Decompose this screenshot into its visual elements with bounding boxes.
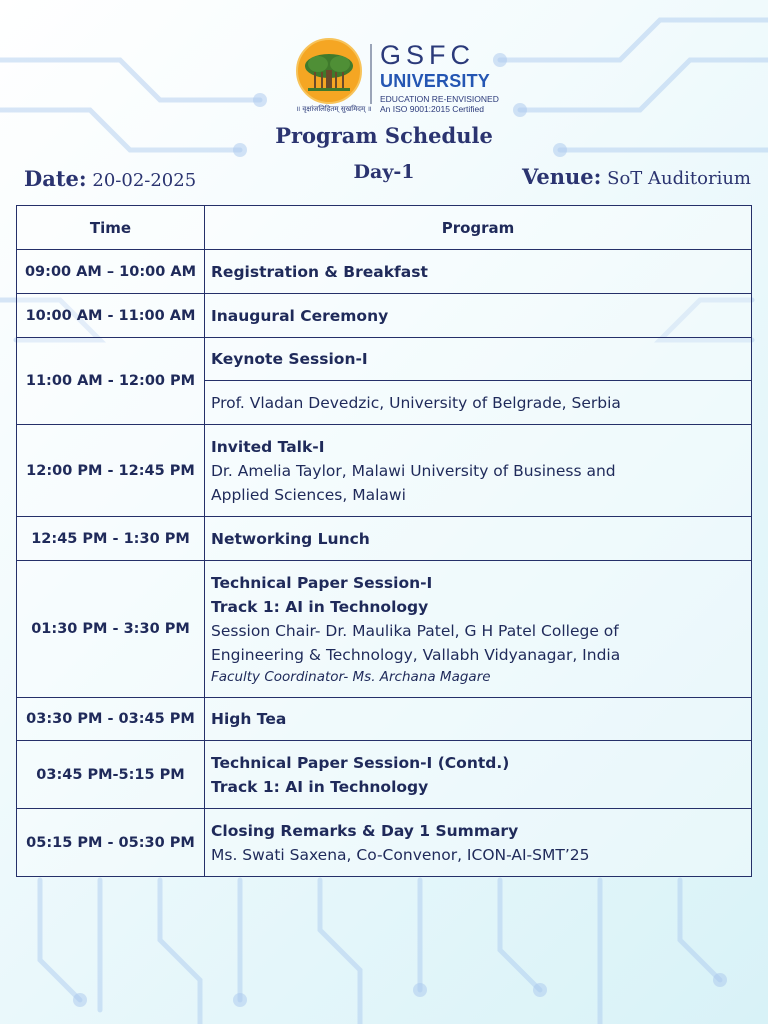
table-header-row [17,206,752,250]
table-row [17,250,752,294]
table-row [17,561,752,698]
logo-university: UNIVERSITY [380,71,491,91]
venue-value: SoT Auditorium [607,168,751,189]
page-title: Program Schedule [275,123,493,148]
program-title: Technical Paper Session-I [211,574,433,592]
time-cell: 05:15 PM - 05:30 PM [17,809,205,877]
program-cell [205,250,752,294]
table-row [17,741,752,809]
program-title: Inaugural Ceremony [211,306,389,325]
program-cell [205,381,752,425]
program-column-header: Program [205,206,752,250]
time-cell: 12:45 PM - 1:30 PM [17,517,205,561]
event-venue [522,163,751,193]
table-row [17,294,752,338]
program-cell [205,809,752,877]
event-date [24,165,196,195]
time-cell: 11:00 AM - 12:00 PM [17,338,205,425]
venue-label: Venue: [522,164,602,189]
time-column-header: Time [17,206,205,250]
program-title: Closing Remarks & Day 1 Summary [211,821,519,840]
banyan-tree-logo-icon [296,38,362,104]
table-row [17,425,752,517]
session-chair: Engineering & Technology, Vallabh Vidyanagar, India [211,646,621,664]
date-value: 20-02-2025 [92,170,197,191]
program-cell [205,561,752,698]
program-speaker: Dr. Amelia Taylor, Malawi University of Business and [211,461,616,480]
program-cell [205,741,752,809]
program-cell [205,517,752,561]
session-chair: Session Chair- Dr. Maulika Patel, G H Patel College of [211,622,619,640]
program-speaker: Prof. Vladan Devedzic, University of Belgrade, Serbia [211,393,621,412]
table-row [17,338,752,381]
time-cell: 09:00 AM – 10:00 AM [17,250,205,294]
program-cell [205,294,752,338]
table-row [17,517,752,561]
program-title: Networking Lunch [211,529,370,548]
program-speaker: Ms. Swati Saxena, Co-Convenor, ICON-AI-SMT’25 [211,845,590,864]
program-cell [205,425,752,517]
time-cell: 10:00 AM - 11:00 AM [17,294,205,338]
logo-tagline: EDUCATION RE-ENVISIONED [380,94,499,104]
table-row [17,698,752,741]
program-title: Technical Paper Session-I (Contd.) [211,753,510,772]
logo-motto: ॥ वृक्षांजलिहितम् सुखमिदम् ॥ [296,105,372,113]
time-cell: 03:30 PM - 03:45 PM [17,698,205,741]
logo-name: GSFC [380,40,476,70]
program-track: Track 1: AI in Technology [211,777,429,796]
date-label: Date: [24,166,87,191]
schedule-table [16,205,752,877]
program-title: Invited Talk-I [211,437,325,456]
logo-divider [370,44,372,104]
time-cell: 01:30 PM - 3:30 PM [17,561,205,698]
program-cell [205,698,752,741]
faculty-coordinator: Faculty Coordinator- Ms. Archana Magare [211,669,491,685]
time-cell: 12:00 PM - 12:45 PM [17,425,205,517]
program-cell [205,338,752,381]
table-row [17,809,752,877]
program-speaker: Applied Sciences, Malawi [211,485,406,504]
logo-certification: An ISO 9001:2015 Certified [380,104,484,114]
university-logo [296,38,499,120]
program-title: High Tea [211,710,287,728]
page-header [0,0,768,200]
program-title: Keynote Session-I [211,350,368,368]
time-cell: 03:45 PM-5:15 PM [17,741,205,809]
day-label: Day-1 [353,161,415,183]
program-track: Track 1: AI in Technology [211,598,429,616]
program-title: Registration & Breakfast [211,262,428,281]
